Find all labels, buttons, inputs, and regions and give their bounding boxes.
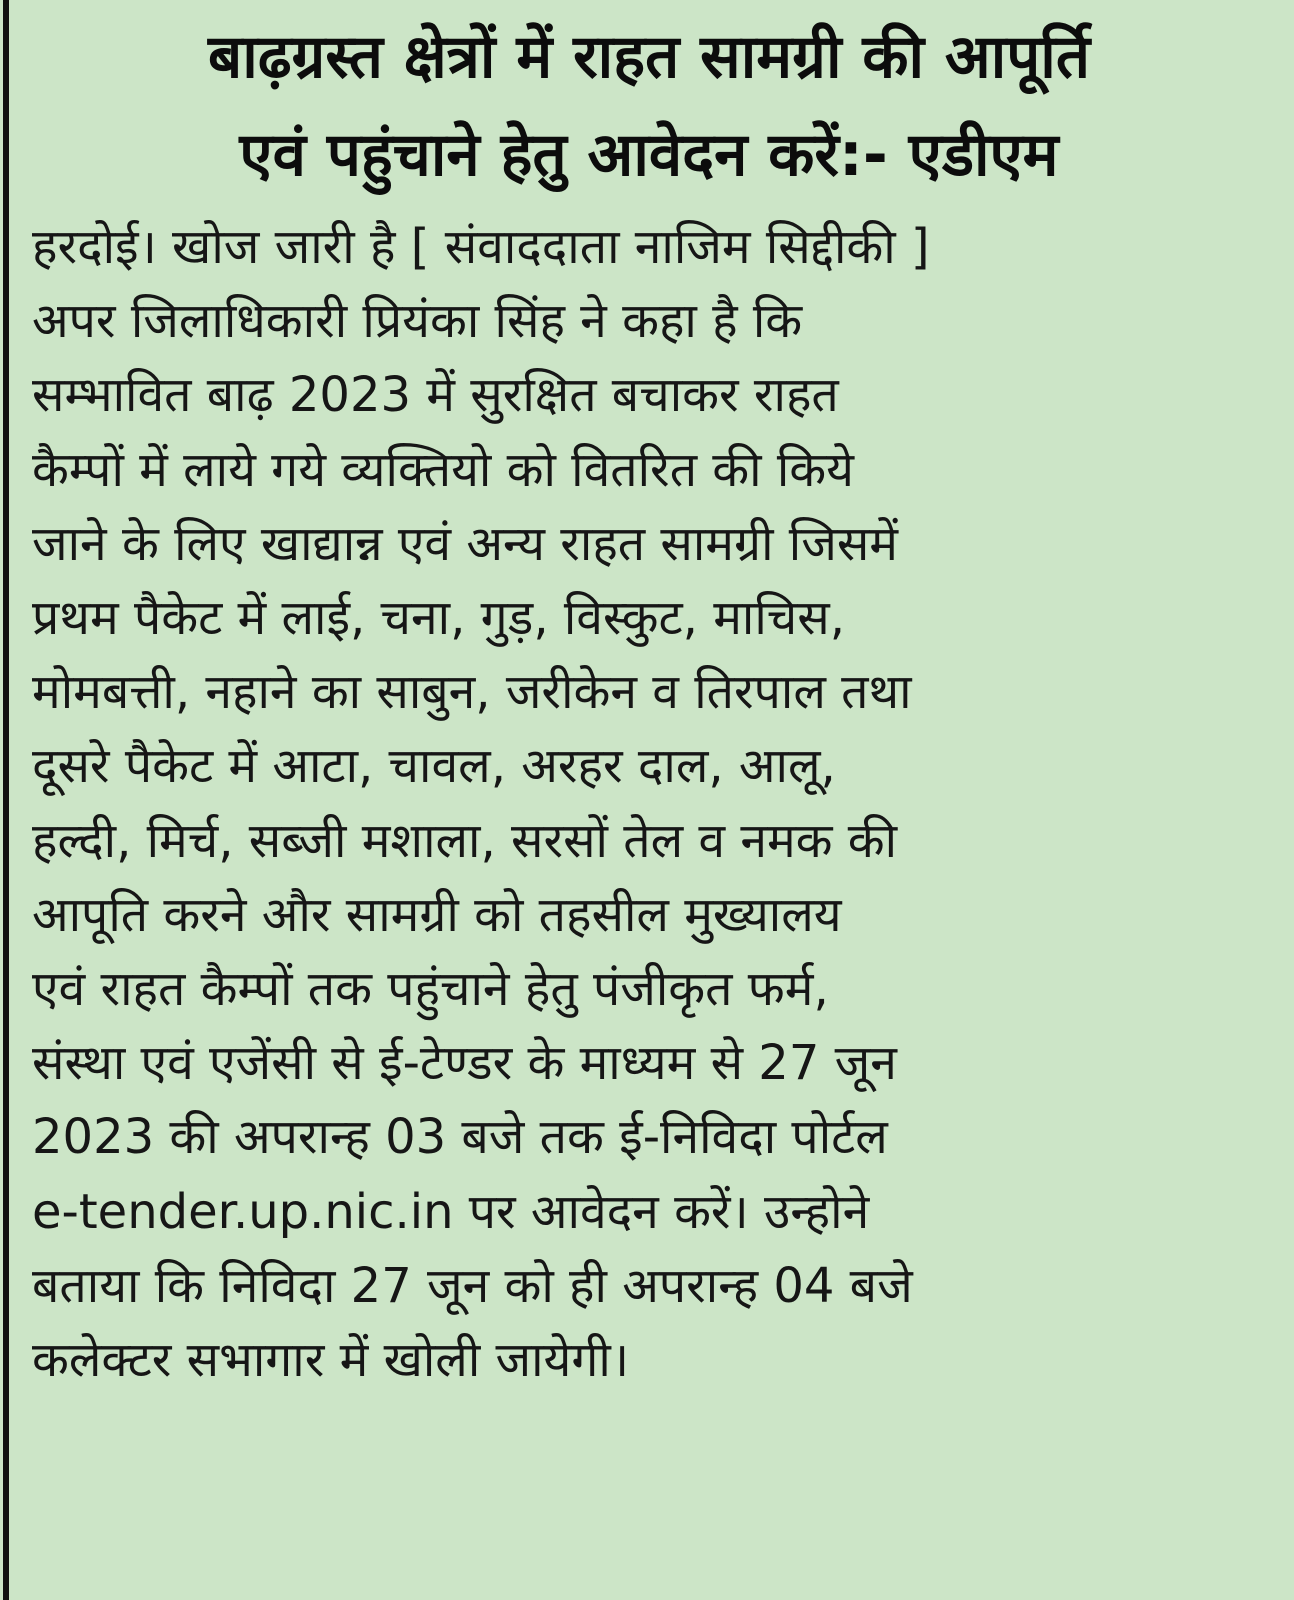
body-line-closing: कलेक्टर सभागार में खोली जायेगी। <box>32 1332 630 1389</box>
body-line: मोमबत्ती, नहाने का साबुन, जरीकेन व तिरपाल तथा <box>32 664 912 721</box>
body-line: सम्भावित बाढ़ 2023 में सुरक्षित बचाकर राहत <box>32 367 839 424</box>
body-line: 2023 की अपरान्ह 03 बजे तक ई-निविदा पोर्टल <box>32 1109 888 1166</box>
body-line-portal-url: e-tender.up.nic.in पर आवेदन करें। उन्होने <box>32 1183 870 1240</box>
article-body <box>24 204 1274 1397</box>
article-headline <box>24 0 1274 204</box>
body-line: आपूति करने और सामग्री को तहसील मुख्यालय <box>32 886 842 943</box>
body-line: एवं राहत कैम्पों तक पहुंचाने हेतु पंजीकृत फर्म, <box>32 961 829 1018</box>
body-line: हल्दी, मिर्च, सब्जी मशाला, सरसों तेल व नमक की <box>32 812 898 869</box>
body-line: जाने के लिए खाद्यान्न एवं अन्य राहत सामग्री जिसमें <box>32 515 898 572</box>
body-line-dateline: हरदोई। खोज जारी है [ संवाददाता नाजिम सिद्दीकी ] <box>32 219 930 275</box>
body-line: दूसरे पैकेट में आटा, चावल, अरहर दाल, आलू, <box>32 738 836 795</box>
left-column-rule <box>3 0 9 1600</box>
body-line: संस्था एवं एजेंसी से ई-टेण्डर के माध्यम से 27 जून <box>32 1035 897 1092</box>
body-line: कैम्पों में लाये गये व्यक्तियो को वितरित की किये <box>32 441 854 498</box>
body-line: अपर जिलाधिकारी प्रियंका सिंह ने कहा है कि <box>32 293 803 350</box>
headline-line-2: एवं पहुंचाने हेतु आवेदन करें:- एडीएम <box>239 120 1059 190</box>
body-line: प्रथम पैकेट में लाई, चना, गुड़, विस्कुट, माचिस, <box>32 590 845 647</box>
headline-line-1: बाढ़ग्रस्त क्षेत्रों में राहत सामग्री की आपूर्ति <box>207 22 1091 92</box>
body-line: बताया कि निविदा 27 जून को ही अपरान्ह 04 बजे <box>32 1257 913 1314</box>
news-article <box>24 0 1274 1600</box>
